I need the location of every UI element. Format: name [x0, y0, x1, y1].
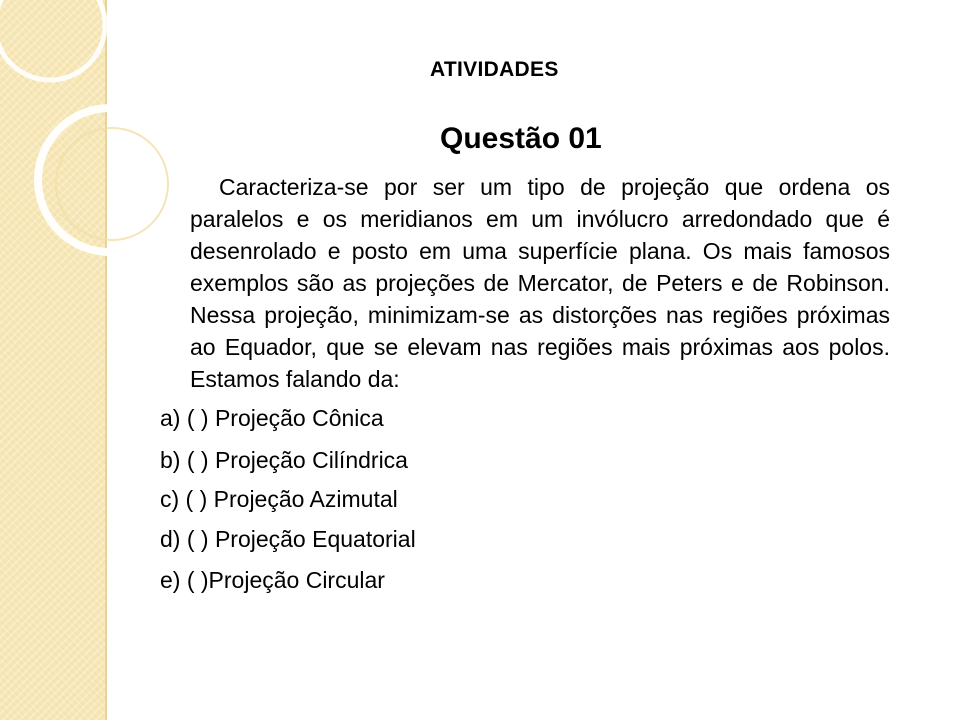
option-e[interactable]: e) ( )Projeção Circular [160, 567, 385, 593]
option-d[interactable]: d) ( ) Projeção Equatorial [160, 526, 416, 552]
lower-ring-shape [38, 108, 182, 252]
inner-ring-shape [56, 128, 168, 240]
slide-heading: ATIVIDADES [430, 58, 559, 81]
option-a[interactable]: a) ( ) Projeção Cônica [160, 405, 384, 431]
decorative-rings [0, 0, 220, 300]
question-title: Questão 01 [440, 122, 602, 155]
option-c[interactable]: c) ( ) Projeção Azimutal [160, 486, 398, 512]
upper-ring-shape [0, 0, 105, 80]
option-b[interactable]: b) ( ) Projeção Cilíndrica [160, 447, 408, 473]
question-text: Caracteriza-se por ser um tipo de projeção que ordena os paralelos e os meridianos em um invólucro arredondado que é desenrolado e posto em uma superfície plana. Os mais famosos exemplos são as projeções de Mercator, de Peters e de Robinson. Nessa projeção, minimizam-se as distorções nas regiões próximas ao Equador, que se elevam nas regiões mais próximas aos polos. Estamos falando da: [190, 174, 890, 392]
